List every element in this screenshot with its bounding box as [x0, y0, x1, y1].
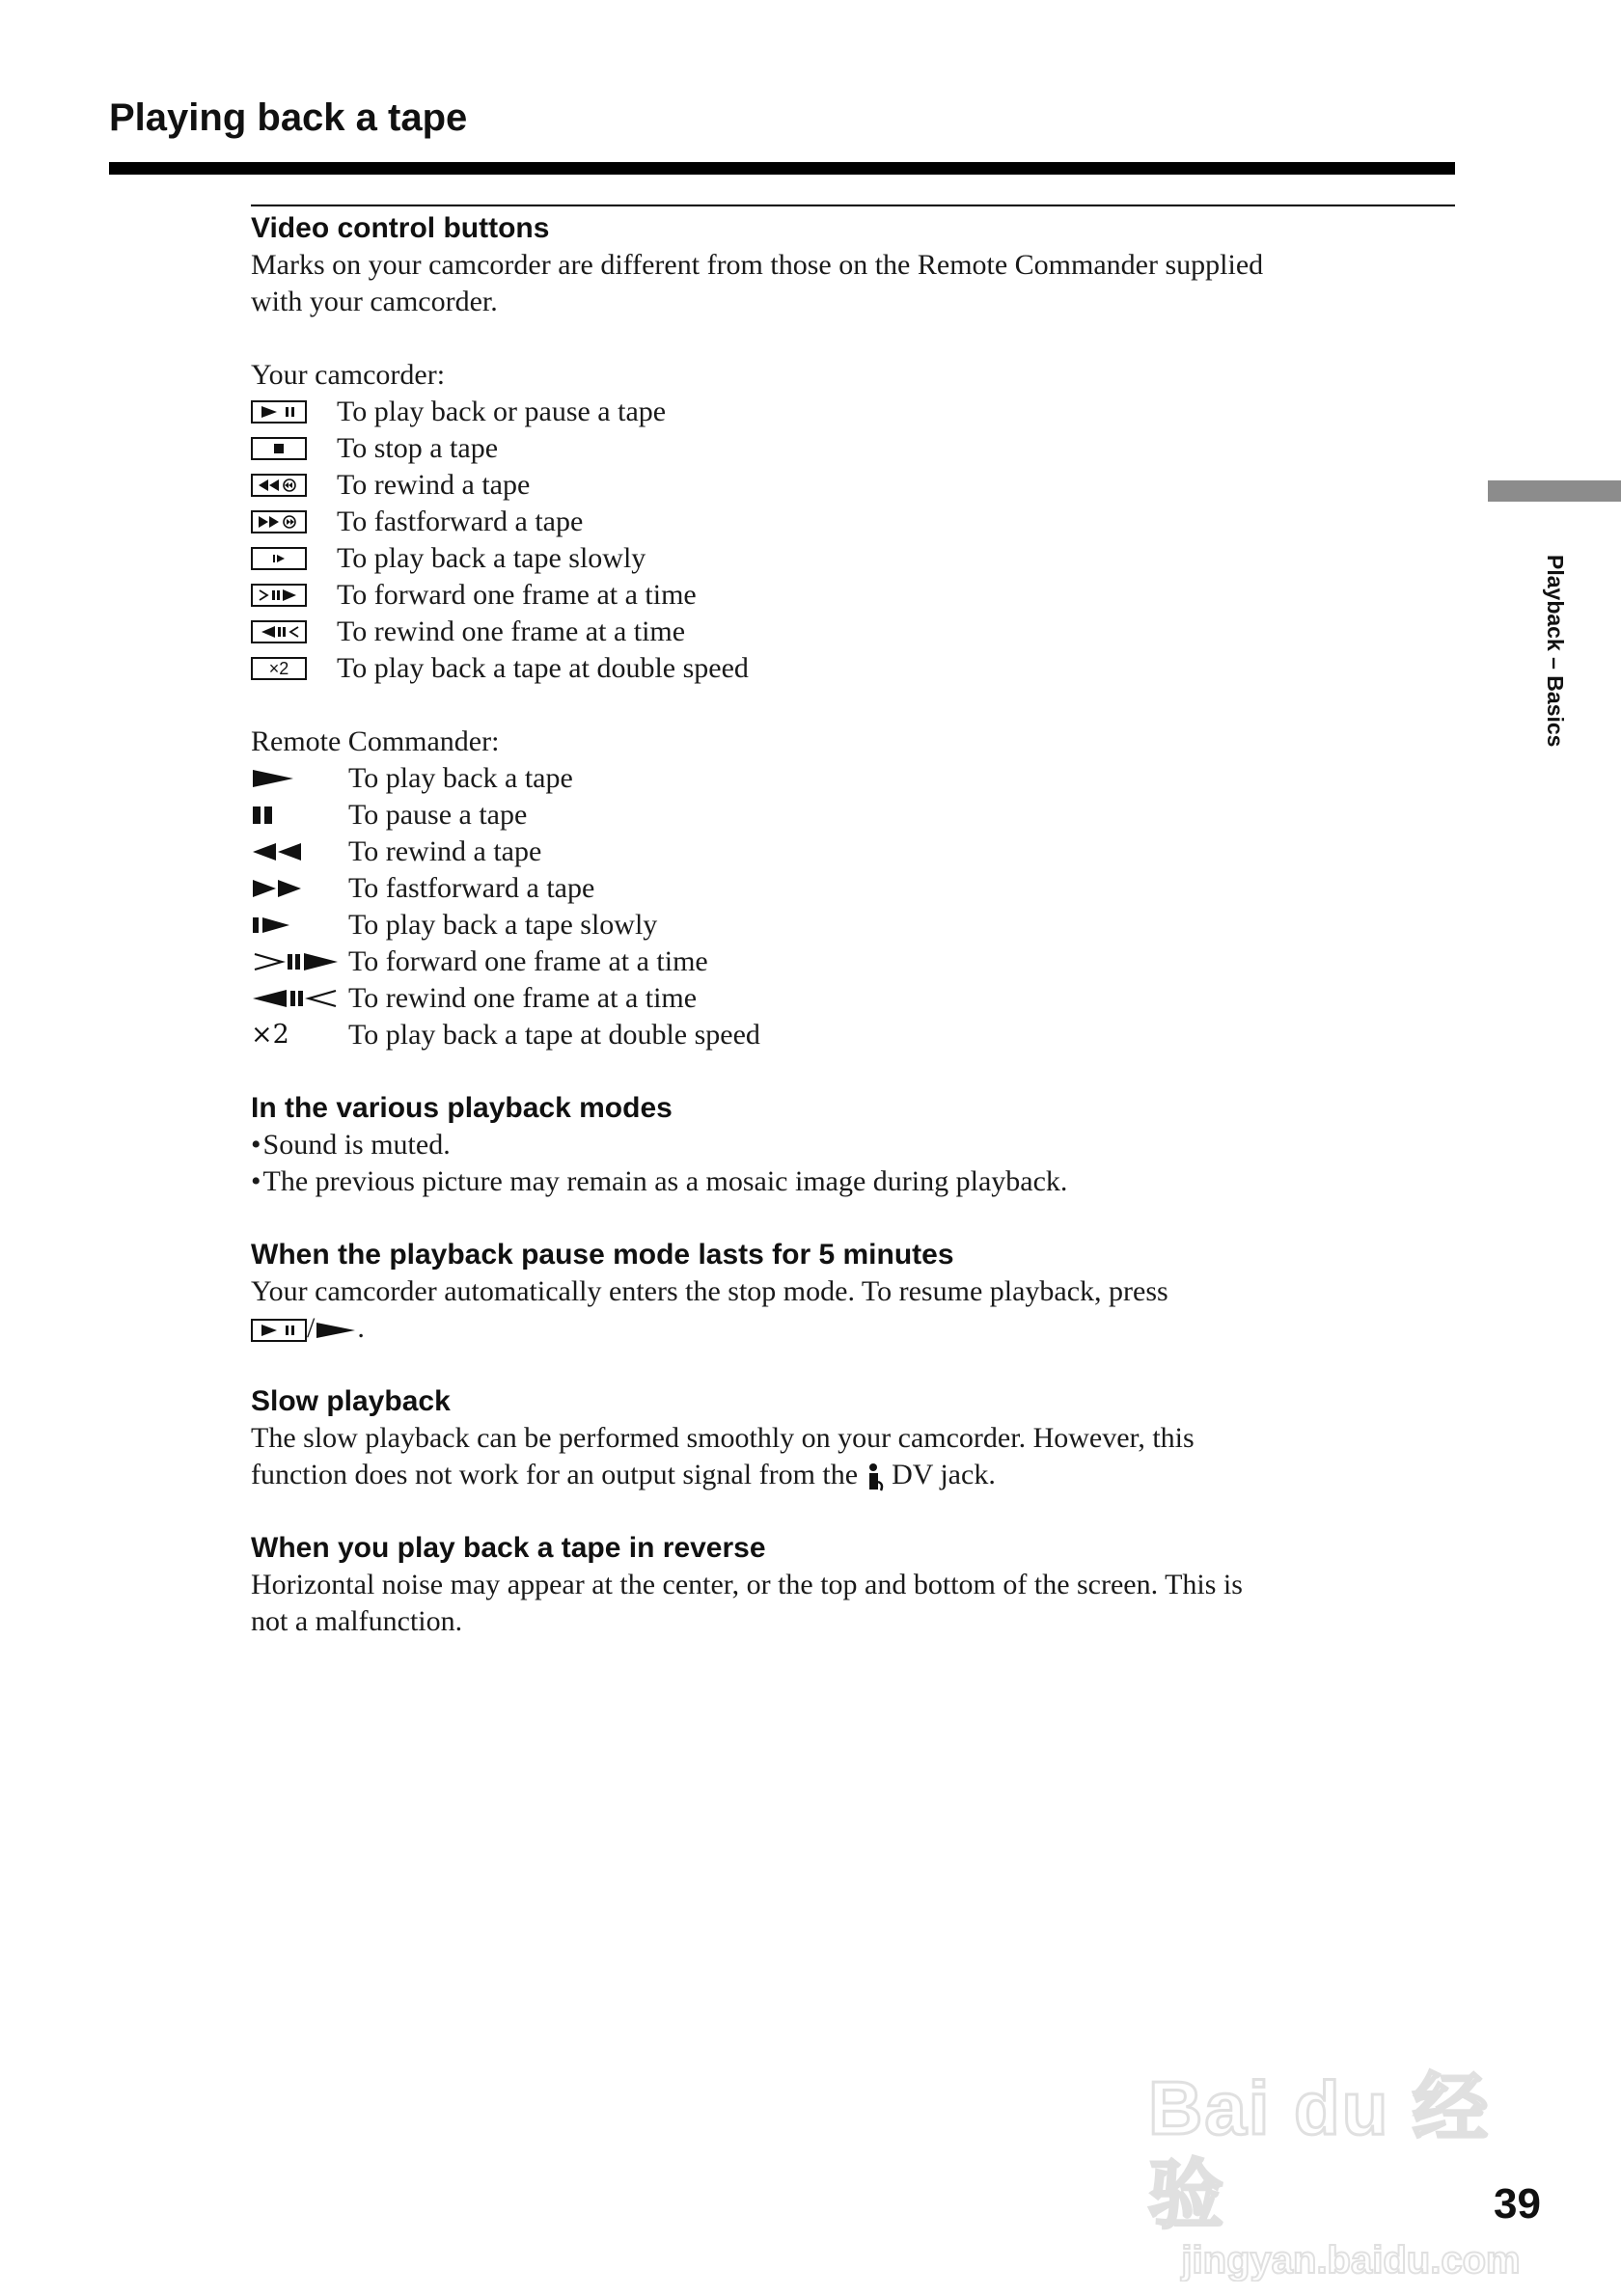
page-number: 39	[1494, 2180, 1541, 2228]
double-speed-icon: ×2	[251, 657, 307, 680]
list-item-text: To forward one frame at a time	[348, 945, 708, 977]
pause-mode-heading: When the playback pause mode lasts for 5 minutes	[251, 1239, 954, 1271]
list-item-text: To play back a tape	[348, 762, 573, 794]
baidu-watermark	[1148, 2064, 1553, 2282]
list-item-text: To rewind a tape	[337, 469, 531, 501]
frame-rewind-icon	[251, 987, 348, 1010]
frame-forward-icon	[251, 584, 307, 607]
watermark-logo: Bai du 经验	[1148, 2065, 1491, 2237]
camcorder-list-item	[251, 504, 1455, 540]
remote-label: Remote Commander:	[251, 725, 500, 757]
list-item-text: To play back a tape slowly	[348, 909, 658, 941]
list-item-text: To play back a tape at double speed	[348, 1019, 760, 1051]
list-item-text: To play back a tape slowly	[337, 542, 646, 574]
reverse-text: not a malfunction.	[251, 1605, 463, 1637]
slow-play-icon	[251, 914, 348, 937]
slow-playback-heading: Slow playback	[251, 1385, 451, 1417]
page-title: Playing back a tape	[109, 96, 468, 139]
camcorder-list-item	[251, 614, 1455, 650]
rewind-icon	[251, 474, 307, 497]
remote-list-item	[251, 980, 1455, 1017]
remote-list-item	[251, 760, 1455, 797]
list-item-text: To rewind one frame at a time	[337, 615, 686, 647]
play-icon	[315, 1320, 357, 1341]
camcorder-list-item	[251, 650, 1455, 687]
ilink-icon	[865, 1462, 885, 1491]
remote-list-item	[251, 834, 1455, 870]
remote-list-item	[251, 870, 1455, 907]
list-item-text: To fastforward a tape	[337, 506, 584, 537]
list-item-text: To play back or pause a tape	[337, 396, 667, 427]
video-control-heading: Video control buttons	[251, 212, 550, 244]
rewind-icon	[251, 840, 348, 863]
fastforward-icon	[251, 510, 307, 533]
reverse-heading: When you play back a tape in reverse	[251, 1532, 766, 1564]
list-item-text: To fastforward a tape	[348, 872, 595, 904]
side-tab-label: Playback – Basics	[1543, 555, 1568, 748]
camcorder-list-item	[251, 540, 1455, 577]
reverse-text: Horizontal noise may appear at the center, or the top and bottom of the screen. This is	[251, 1569, 1243, 1600]
camcorder-list-item	[251, 467, 1455, 504]
watermark-url: jingyan.baidu.com	[1181, 2239, 1521, 2282]
content-rule	[251, 205, 1455, 206]
slow-playback-text: The slow playback can be performed smoothly on your camcorder. However, this	[251, 1422, 1195, 1454]
video-control-intro-line: Marks on your camcorder are different from those on the Remote Commander supplied	[251, 249, 1264, 281]
bullet-item: •Sound is muted.	[251, 1129, 451, 1161]
main-content	[251, 210, 1455, 1640]
stop-icon	[251, 437, 307, 460]
side-tab-bar	[1488, 480, 1621, 502]
camcorder-list-item	[251, 577, 1455, 614]
camcorder-list-item	[251, 430, 1455, 467]
bullet-item: •The previous picture may remain as a mosaic image during playback.	[251, 1165, 1068, 1197]
list-item-text: To rewind one frame at a time	[348, 982, 698, 1014]
pause-mode-text: Your camcorder automatically enters the stop mode. To resume playback, press	[251, 1275, 1168, 1307]
list-item-text: To pause a tape	[348, 799, 528, 831]
list-item-text: To rewind a tape	[348, 835, 542, 867]
play-pause-icon	[251, 1319, 307, 1342]
remote-list-item	[251, 943, 1455, 980]
double-speed-icon: ×2	[251, 1020, 289, 1050]
fastforward-icon	[251, 877, 348, 900]
play-pause-icon	[251, 400, 307, 424]
play-icon	[251, 767, 348, 790]
playback-modes-heading: In the various playback modes	[251, 1092, 673, 1124]
frame-rewind-icon	[251, 620, 307, 643]
list-item-text: To forward one frame at a time	[337, 579, 697, 611]
pause-mode-resume-line: / .	[251, 1310, 1455, 1347]
title-rule	[109, 162, 1455, 175]
remote-list-item	[251, 797, 1455, 834]
list-item-text: To play back a tape at double speed	[337, 652, 749, 684]
video-control-intro-line: with your camcorder.	[251, 286, 498, 317]
frame-forward-icon	[251, 950, 348, 973]
pause-icon	[251, 804, 348, 827]
remote-list-item	[251, 1017, 1455, 1053]
list-item-text: To stop a tape	[337, 432, 499, 464]
camcorder-label: Your camcorder:	[251, 359, 446, 391]
camcorder-list-item	[251, 394, 1455, 430]
slow-playback-text: function does not work for an output signal from the DV jack.	[251, 1459, 996, 1490]
remote-list-item	[251, 907, 1455, 943]
slow-play-icon	[251, 547, 307, 570]
